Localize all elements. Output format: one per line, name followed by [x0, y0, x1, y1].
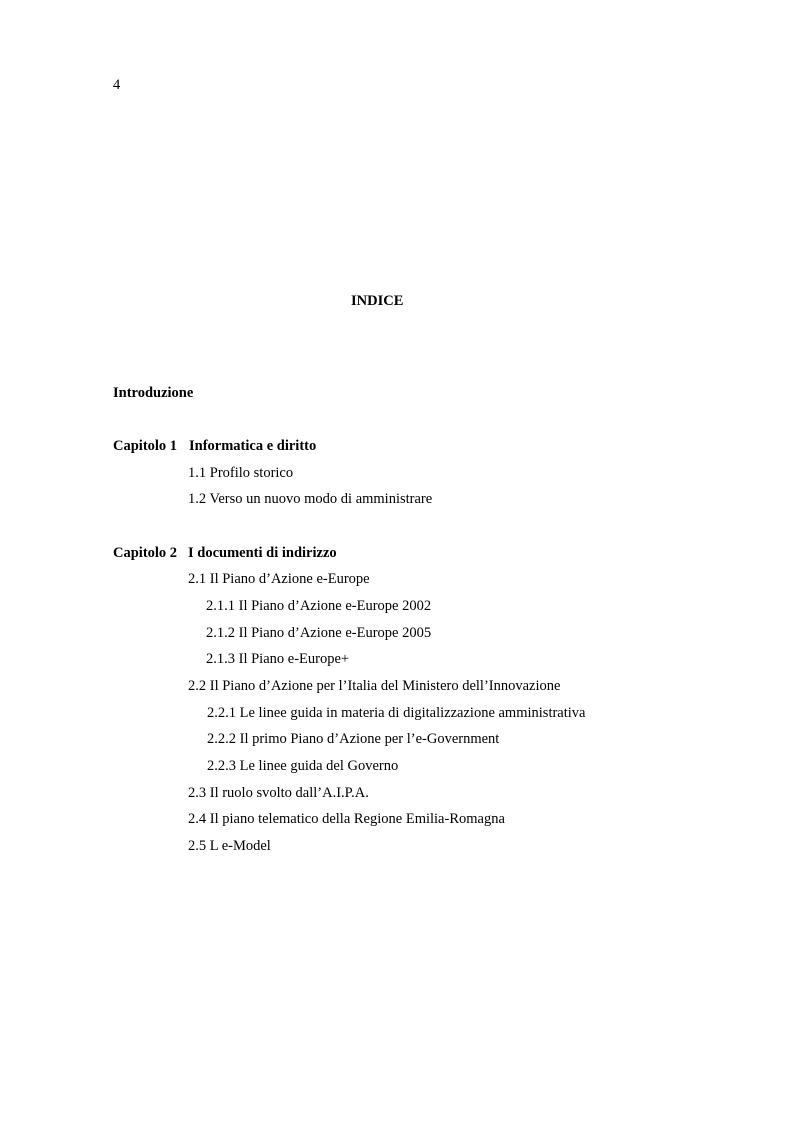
page-title: INDICE — [351, 293, 404, 309]
toc-chapter-1-title: Informatica e diritto — [189, 438, 317, 454]
toc-chapter-1-label: Capitolo 1 — [113, 438, 178, 454]
page-number: 4 — [113, 77, 121, 93]
toc-subsection-2-1-1: 2.1.1 Il Piano d’Azione e-Europe 2002 — [206, 598, 432, 614]
toc-subsection-2-2-3: 2.2.3 Le linee guida del Governo — [207, 758, 399, 774]
toc-section-2-3: 2.3 Il ruolo svolto dall’A.I.P.A. — [188, 785, 369, 801]
toc-section-2-2: 2.2 Il Piano d’Azione per l’Italia del Ministero dell’Innovazione — [188, 678, 561, 694]
toc-chapter-2-label: Capitolo 2 — [113, 545, 178, 561]
toc-section-1-1: 1.1 Profilo storico — [188, 465, 294, 481]
toc-subsection-2-2-1: 2.2.1 Le linee guida in materia di digitalizzazione amministrativa — [207, 705, 586, 721]
toc-subsection-2-1-2: 2.1.2 Il Piano d’Azione e-Europe 2005 — [206, 625, 432, 641]
toc-introduction: Introduzione — [113, 385, 194, 401]
toc-section-2-4: 2.4 Il piano telematico della Regione Emilia-Romagna — [188, 811, 505, 827]
toc-section-2-1: 2.1 Il Piano d’Azione e-Europe — [188, 571, 370, 587]
toc-section-2-5: 2.5 L e-Model — [188, 838, 271, 854]
toc-section-1-2: 1.2 Verso un nuovo modo di amministrare — [188, 491, 433, 507]
toc-subsection-2-2-2: 2.2.2 Il primo Piano d’Azione per l’e-Government — [207, 731, 500, 747]
toc-subsection-2-1-3: 2.1.3 Il Piano e-Europe+ — [206, 651, 350, 667]
toc-chapter-2-title: I documenti di indirizzo — [188, 545, 337, 561]
